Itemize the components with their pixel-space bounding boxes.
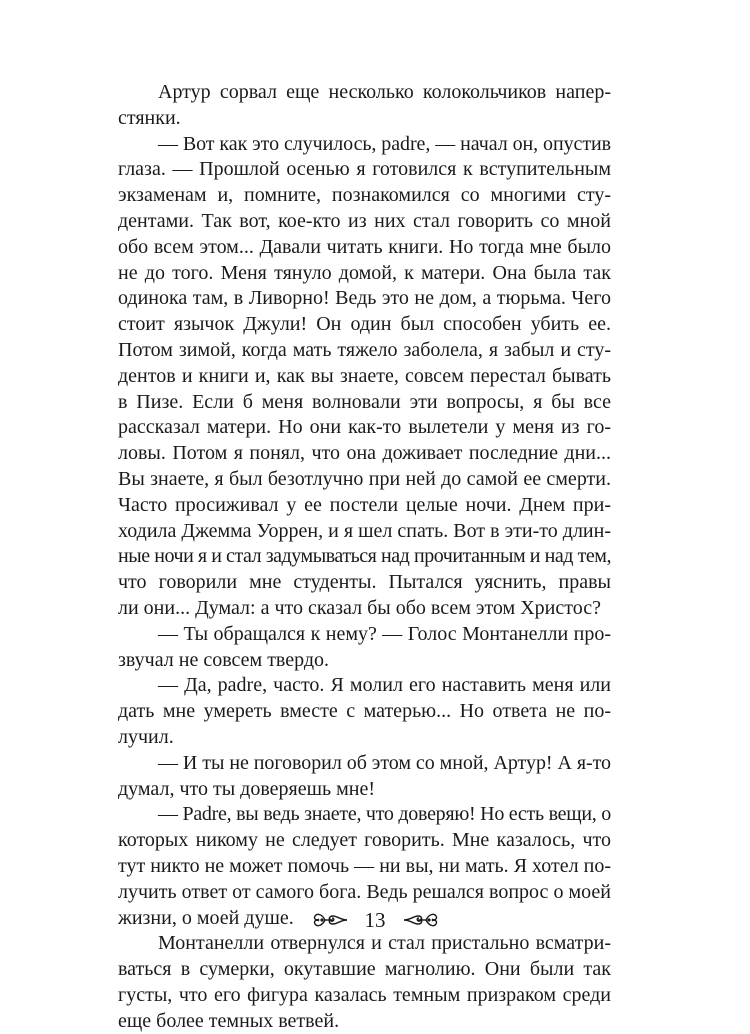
text-line: одинока там, в Ливорно! Ведь это не дом, а тюрьма. Чего: [118, 287, 611, 310]
text-line: ные ночи я и стал задумываться над прочитанным и над тем,: [118, 545, 611, 568]
text-line: густы, что его фигура казалась темным призраком среди: [118, 983, 611, 1006]
text-line: звучал не совсем твердо.: [118, 648, 330, 671]
page-footer: [0, 905, 750, 935]
text-line: тут никто не может помочь — ни вы, ни мать. Я хотел по-: [118, 854, 611, 877]
text-line: Потом зимой, когда мать тяжело заболела, я забыл и сту-: [118, 338, 611, 361]
text-line: лучить ответ от самого бога. Ведь решался вопрос о моей: [118, 880, 611, 903]
text-line: обо всем этом... Давали читать книги. Но тогда мне было: [118, 235, 611, 258]
text-line: — Padre, вы ведь знаете, что доверяю! Но есть вещи, о: [158, 803, 611, 826]
text-line: ли они... Думал: а что сказал бы обо всем этом Христос?: [118, 596, 601, 619]
body-text: [118, 80, 611, 1034]
text-line: не до того. Меня тянуло домой, к матери. Она была так: [118, 261, 611, 284]
text-line: ловы. Потом я понял, что она доживает последние дни...: [118, 442, 611, 465]
text-line: еще более темных ветвей.: [118, 1009, 340, 1032]
text-line: рассказал матери. Но они как-то вылетели у меня из го-: [118, 416, 611, 439]
text-line: стянки.: [118, 106, 181, 129]
text-line: дать мне умереть вместе с матерью... Но ответа не по-: [118, 700, 611, 723]
text-line: думал, что ты доверяешь мне!: [118, 777, 376, 800]
text-line: — Да, padre, часто. Я молил его наставить меня или: [158, 674, 611, 697]
text-line: ваться в сумерки, окутавшие магнолию. Они были так: [118, 958, 611, 981]
text-line: ходила Джемма Уоррен, и я шел спать. Вот в эти-то длин-: [118, 519, 611, 542]
text-line: лучил.: [118, 725, 174, 748]
page-number: 13: [364, 907, 386, 932]
text-line: глаза. — Прошлой осенью я готовился к вступительным: [118, 158, 611, 181]
text-line: дентами. Так вот, кое-кто из них стал говорить со мной: [118, 209, 611, 232]
text-line: — И ты не поговорил об этом со мной, Артур! А я-то: [158, 751, 611, 774]
text-line: — Вот как это случилось, padre, — начал он, опустив: [158, 132, 611, 155]
text-line: Часто просиживал у ее постели целые ночи. Днем при-: [118, 493, 611, 516]
text-line: что говорили мне студенты. Пытался уяснить, правы: [118, 571, 611, 594]
text-line: Монтанелли отвернулся и стал пристально всматри-: [158, 932, 611, 955]
text-line: экзаменам и, помните, познакомился со многими сту-: [118, 184, 611, 207]
text-line: в Пизе. Если б меня волновали эти вопросы, я бы все: [118, 390, 611, 413]
text-line: — Ты обращался к нему? — Голос Монтанелли про-: [158, 622, 611, 645]
text-line: Вы знаете, я был безотлучно при ней до самой ее смерти.: [118, 467, 611, 490]
text-line: которых никому не следует говорить. Мне казалось, что: [118, 829, 611, 852]
fleuron-ornament-icon: [313, 909, 349, 931]
fleuron-ornament-icon: [402, 909, 438, 931]
text-line: стоит язычок Джули! Он один был способен убить ее.: [118, 313, 611, 336]
text-line: дентов и книги и, как вы знаете, совсем перестал бывать: [118, 364, 611, 387]
text-line: жизни, о моей душе.: [118, 906, 294, 929]
text-line: Артур сорвал еще несколько колокольчиков напер-: [158, 81, 611, 103]
